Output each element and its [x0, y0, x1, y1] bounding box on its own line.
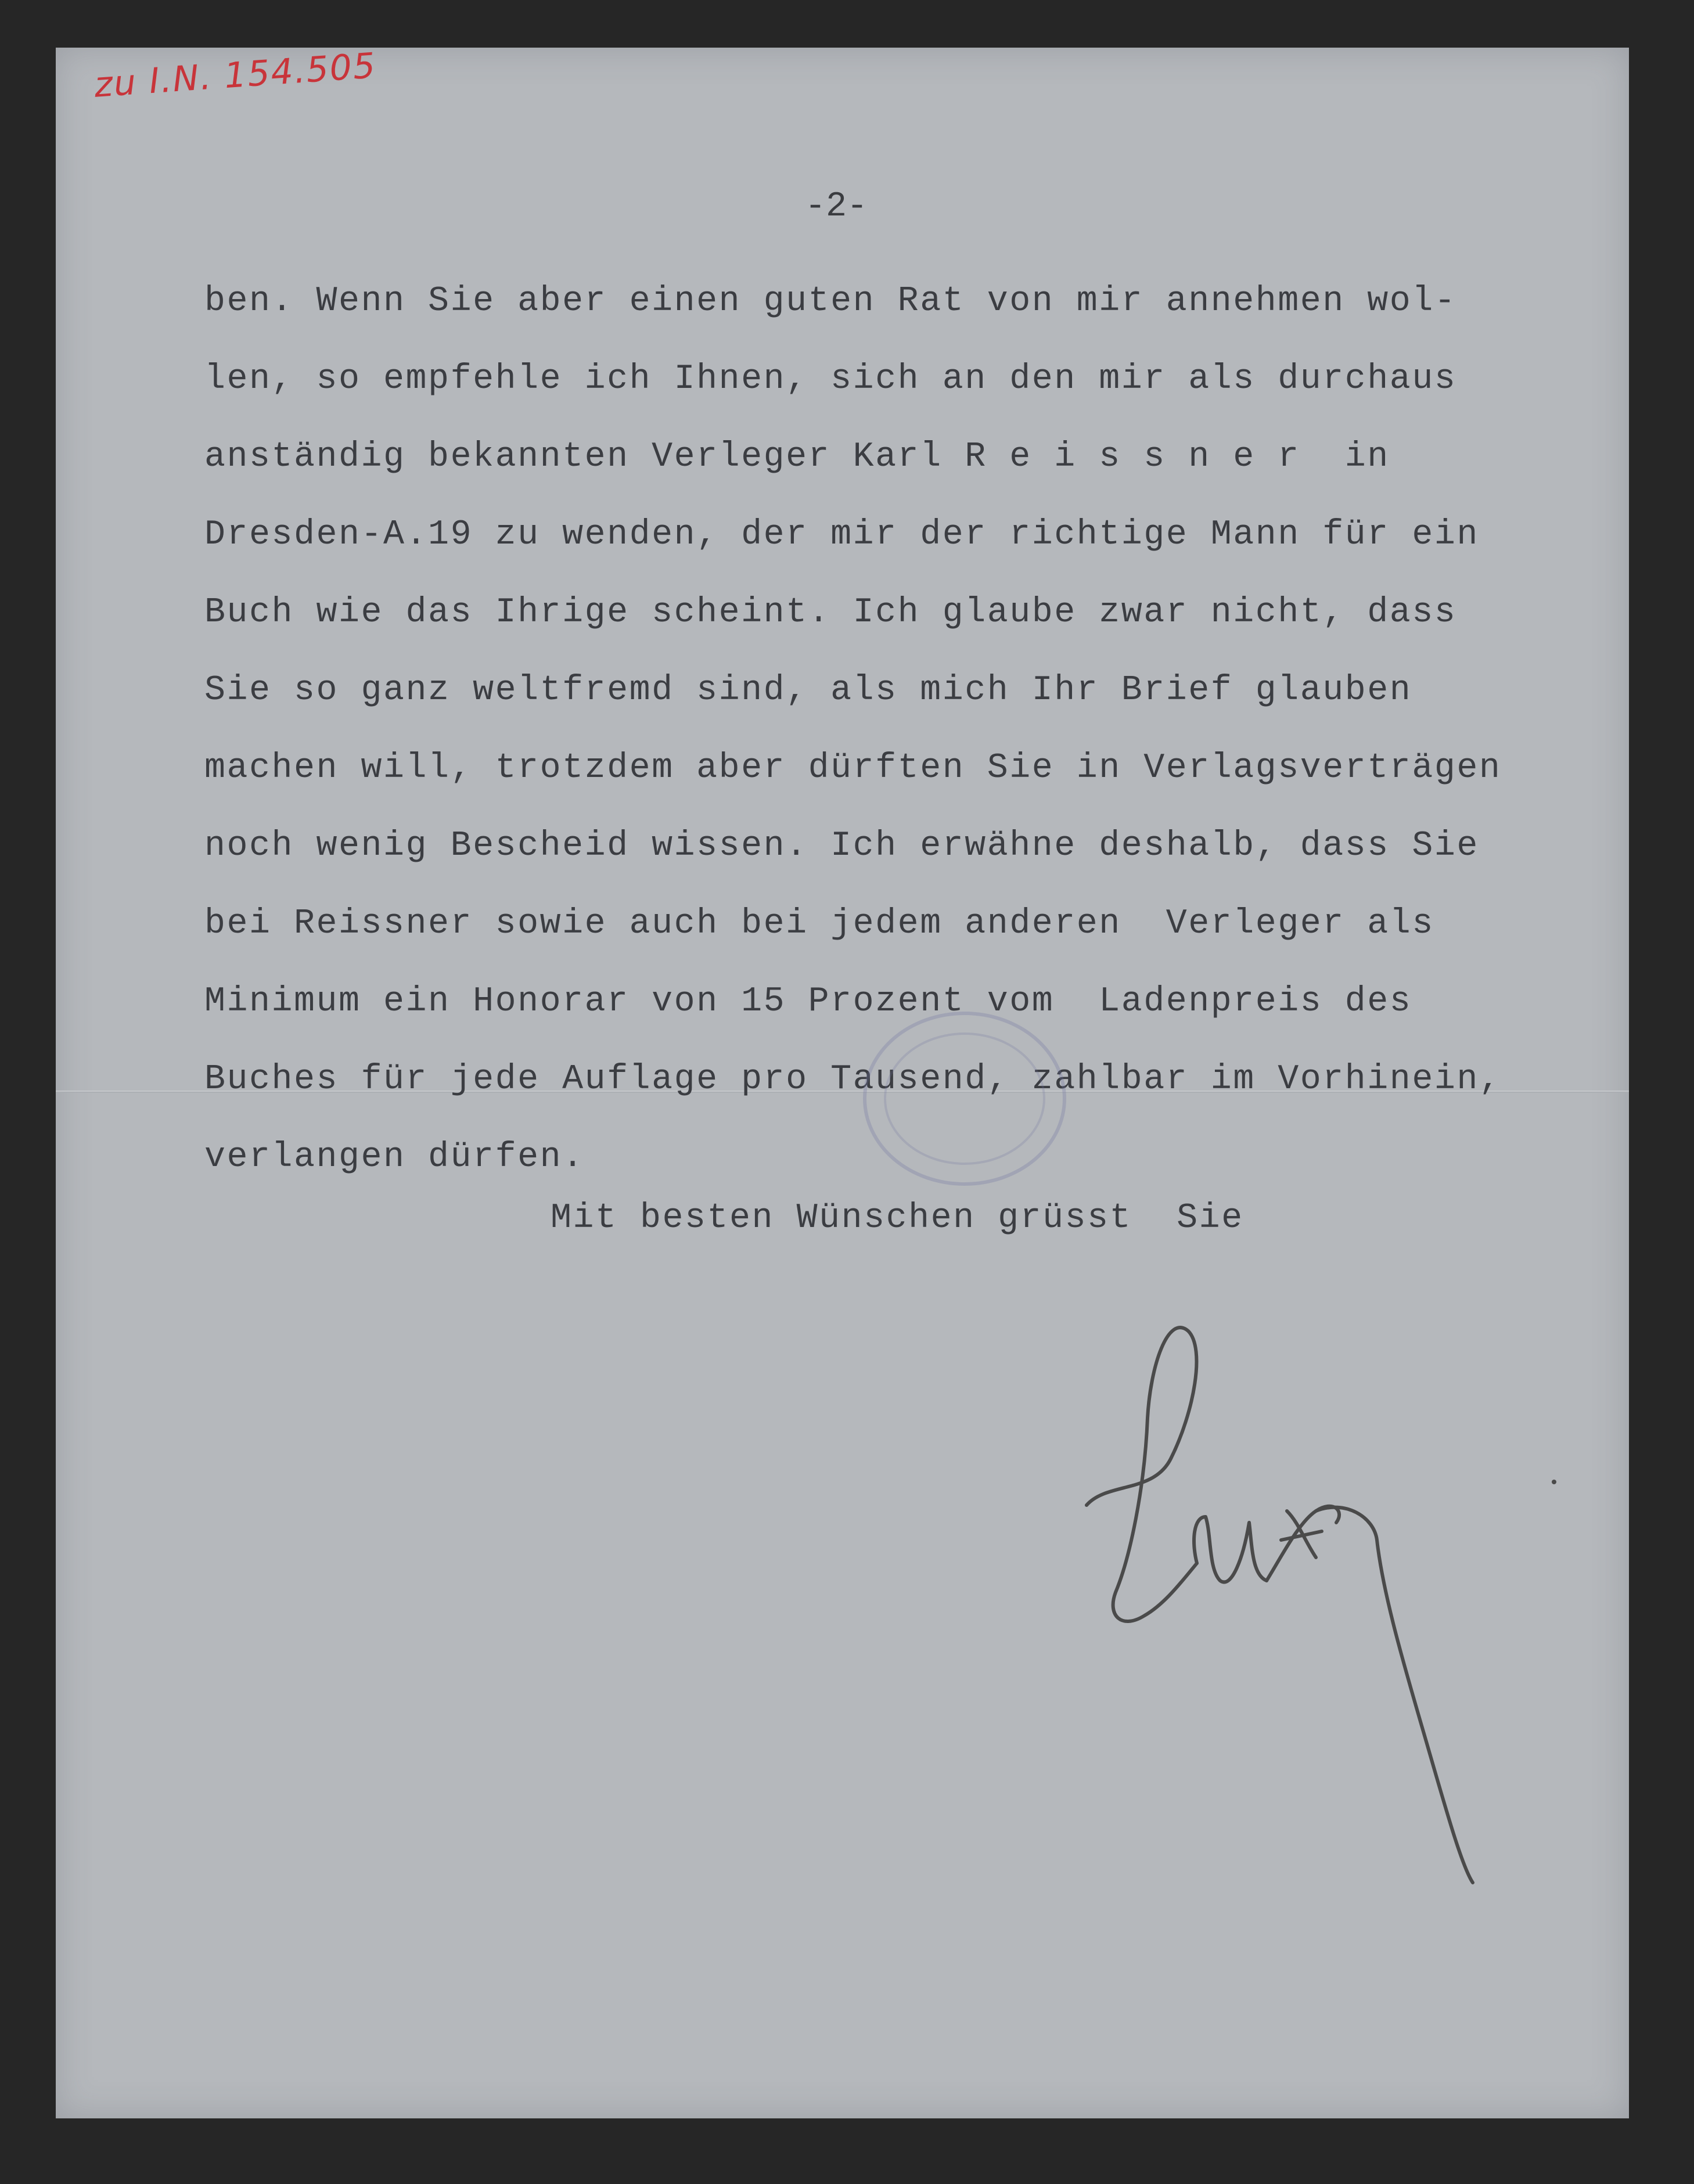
body-line: Dresden-A.19 zu wenden, der mir der richtige Mann für ein: [204, 515, 1479, 555]
body-line: Buch wie das Ihrige scheint. Ich glaube zwar nicht, dass: [204, 593, 1457, 632]
body-line: len, so empfehle ich Ihnen, sich an den mir als durchaus: [204, 359, 1457, 399]
page-number: -2-: [805, 187, 868, 226]
letter-page: [56, 45, 1629, 2118]
archive-number-annotation: zu I.N. 154.505: [93, 45, 378, 106]
body-line: Buches für jede Auflage pro Tausend, zahlbar im Vorhinein,: [204, 1060, 1502, 1099]
handwritten-signature: [1043, 1267, 1566, 1964]
faded-stamp: [863, 1012, 1066, 1186]
body-line: machen will, trotzdem aber dürften Sie in Verlagsverträgen: [204, 749, 1502, 788]
faded-stamp-inner-ring: [884, 1032, 1045, 1165]
body-line: verlangen dürfen.: [204, 1138, 585, 1177]
body-line: anständig bekannten Verleger Karl R e i s s n e r in: [204, 437, 1390, 477]
signature-drawing: [1043, 1267, 1566, 1964]
body-line: noch wenig Bescheid wissen. Ich erwähne deshalb, dass Sie: [204, 826, 1479, 866]
body-line: bei Reissner sowie auch bei jedem anderen Verleger als: [204, 904, 1434, 944]
letter-body: [204, 262, 1501, 1196]
body-line: Minimum ein Honorar von 15 Prozent vom Ladenpreis des: [204, 982, 1412, 1021]
closing-line: Mit besten Wünschen grüsst Sie: [551, 1199, 1244, 1238]
body-line: ben. Wenn Sie aber einen guten Rat von mir annehmen wol-: [204, 282, 1457, 321]
body-line: Sie so ganz weltfremd sind, als mich Ihr Brief glauben: [204, 671, 1412, 710]
